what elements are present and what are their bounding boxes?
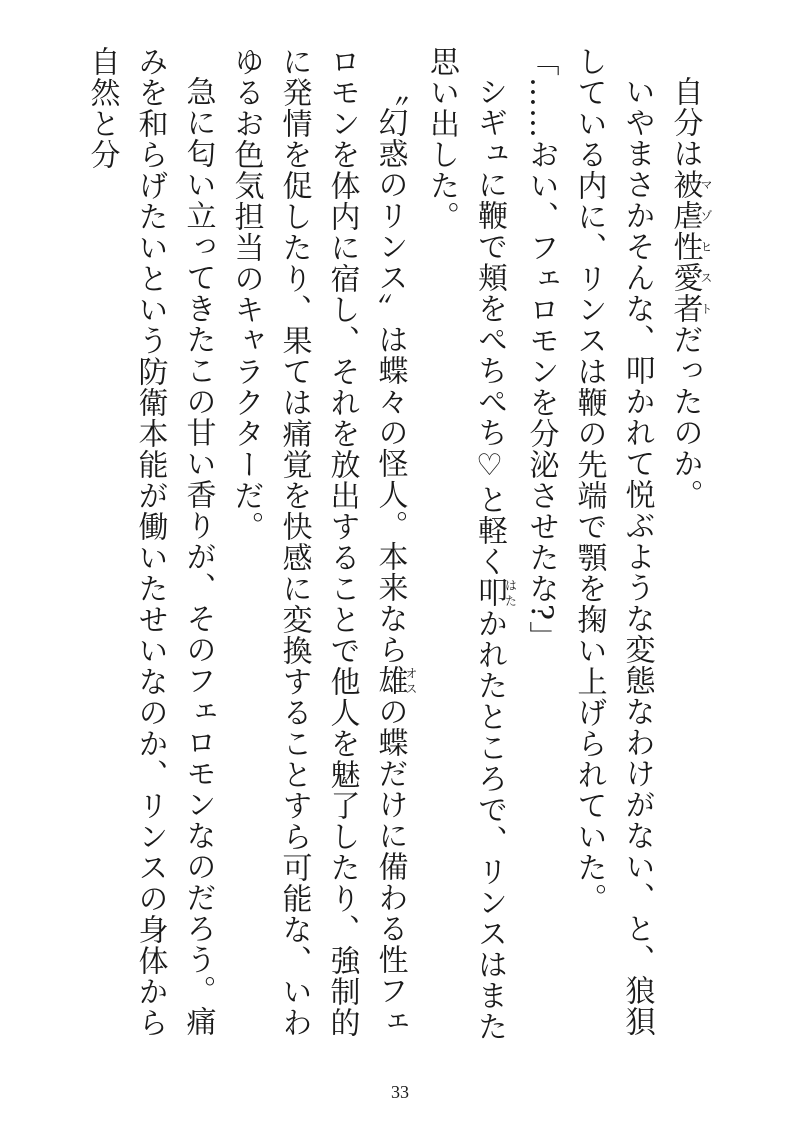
paragraph-2: いやまさかそんな、叩かれて悦ぶような変態なわけがない、と、狼狽している内に、リンスは鞭の先端で顎を掬い上げられていた。 [571,46,655,1037]
dialogue-line: 「……おい、フェロモンを分泌させたな?」 [523,46,559,653]
paragraph-4: 〝幻惑のリンス〟は蝶々の怪人。本来なら雄オスの蝶だけに備わる性フェロモンを体内に宿し、それを放出することで他人を魅了したり、強制的に発情を促したり、果ては痛覚を快感に変換することすら可能な、いわゆるお色気担当のキャラクターだ。 [228,46,418,1038]
ruby-osu: 雄オス [372,665,418,696]
paragraph-3: シギュに鞭で頬をぺちぺち♡と軽く叩はたかれたところで、リンスはまた思い出した。 [424,46,518,1042]
ruby-masochist: 被虐性愛者マゾヒスト [667,169,713,324]
paragraph-1: 自分は被虐性愛者マゾヒストだったのか。 [667,76,713,510]
paragraph-5: 急に匂い立ってきたこの甘い香りが、そのフェロモンなのだろう。痛みを和らげたいという防衛本能が働いたせいなのか、リンスの身体から自然と分 [84,46,216,1038]
vertical-text-body [78,46,713,1056]
page-number: 33 [391,1082,409,1102]
ruby-hata: 叩はた [472,577,518,608]
